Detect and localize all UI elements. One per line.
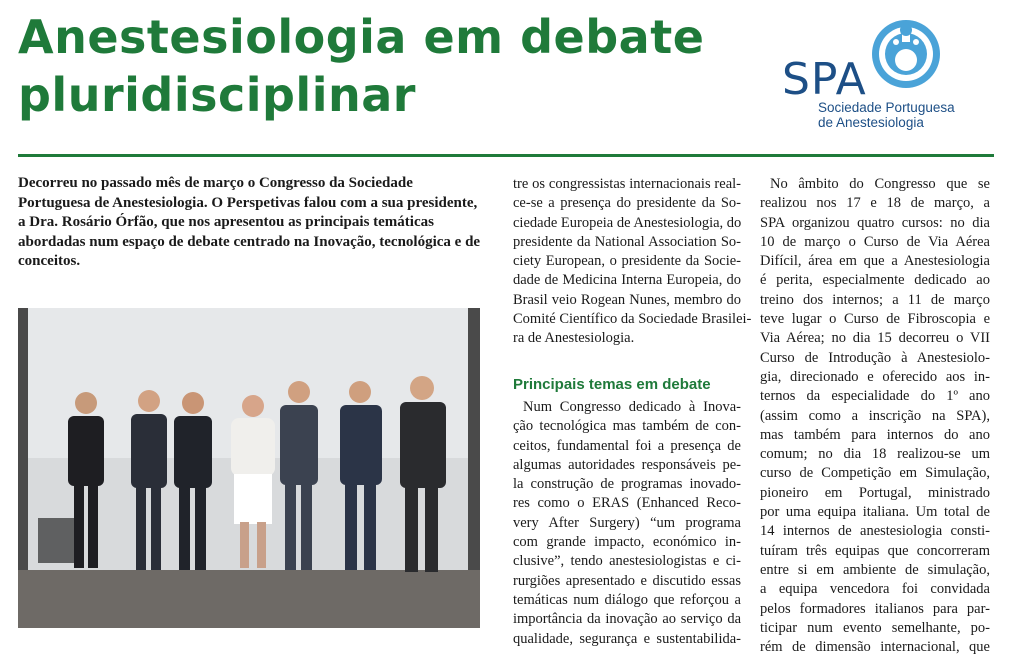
text-line: ção tecnológica mas também de con- xyxy=(513,418,741,435)
text-line: ticipar num evento semelhante, po- xyxy=(760,619,990,636)
logo-society-name xyxy=(818,100,955,130)
text-line: Brasil veio Rogean Nunes, membro do xyxy=(513,291,741,308)
text-line: ternos da especialidade do 1º ano xyxy=(760,388,990,405)
text-line: qualidade, segurança e sustentabilida- xyxy=(513,630,741,647)
text-line: gia, direcionado e oferecido aos in- xyxy=(760,368,990,385)
text-line: entre si em ambiente de simulação, xyxy=(760,561,990,578)
text-line: ra de Anestesiologia. xyxy=(513,330,635,347)
text-line: Difícil, área em que a Anestesiologia xyxy=(760,253,990,270)
text-line: tre os congressistas internacionais real- xyxy=(513,176,741,192)
text-line: ciedade Europeia de Anestesiologia, do xyxy=(513,214,742,231)
text-line: pelos formadores italianos para par- xyxy=(760,600,990,617)
logo-name-line-2: de Anestesiologia xyxy=(818,115,924,130)
text-line: (assim como a inscrição na SPA), xyxy=(760,407,990,424)
text-line: la construção de programas inovado- xyxy=(513,476,741,493)
article-lede: Decorreu no passado mês de março o Congresso da Sociedade Portuguesa de Anestesiologia. O Perspetivas falou com a sua presidente, a Dra. Rosário Órfão, que nos apresentou as principais temáticas abordadas num espaço de debate centrado na Inovação, tecnológica e de conceitos. xyxy=(18,175,481,269)
article-title-line-2: pluridisciplinar xyxy=(18,68,416,122)
group-photo-illustration xyxy=(18,308,480,628)
text-line: SPA organizou quatro cursos: no dia xyxy=(760,214,990,231)
column-3-text xyxy=(760,175,990,657)
group-photo xyxy=(18,308,480,628)
text-line: Num Congresso dedicado à Inova- xyxy=(523,399,741,415)
section-heading: Principais temas em debate xyxy=(513,376,711,393)
text-line: tuíram três equipas que concorreram xyxy=(760,542,990,559)
text-line: very After Surgery) “um programa xyxy=(513,514,741,531)
text-line: res como o ERAS (Enhanced Reco- xyxy=(513,495,741,512)
text-line: rém de dimensão internacional, que xyxy=(760,639,990,656)
text-line: temáticas num diálogo que reforçou a xyxy=(513,591,741,608)
text-line: No âmbito do Congresso que se xyxy=(770,176,990,192)
text-line: algumas autoridades responsáveis pe- xyxy=(513,456,741,473)
text-line: Curso de Introdução à Anestesiolo- xyxy=(760,349,990,366)
text-line: realizou nos 17 e 18 de março, a xyxy=(760,195,990,212)
text-line: dade de Medicina Interna Europeia, do xyxy=(513,272,741,289)
text-line: ce-se a presença do presidente da So- xyxy=(513,195,741,212)
text-line: teve lugar o Curso de Fibroscopia e xyxy=(760,311,990,328)
text-line: com grande impacto, económico in- xyxy=(513,534,741,551)
text-line: pioneiro em Portugal, ministrado xyxy=(760,484,990,501)
text-line: curso de Competição em Simulação, xyxy=(760,465,990,482)
text-line: clusive”, tendo anestesiologistas e ci- xyxy=(513,553,741,570)
text-line: Comité Científico da Sociedade Brasilei- xyxy=(513,311,752,328)
text-line: por uma equipa italiana. Um total de xyxy=(760,504,990,521)
text-line: rurgiões apresentado e discutido essas xyxy=(513,572,741,589)
header-divider xyxy=(18,154,994,157)
column-2-text xyxy=(513,175,752,349)
text-line: treino dos internos; a 11 de março xyxy=(760,291,990,308)
article-title xyxy=(18,8,758,124)
text-line: é perita, especialmente dedicado ao xyxy=(760,272,990,289)
text-line: Via Aérea; no dia 15 decorreu o VII xyxy=(760,330,990,347)
logo-name-line-1: Sociedade Portuguesa xyxy=(818,100,955,115)
text-line: comum; no dia 18 realizou-se um xyxy=(760,446,990,463)
column-2b-text xyxy=(513,398,741,649)
logo-acronym: SPA xyxy=(782,54,867,105)
text-line: 14 internos de anestesiologia consti- xyxy=(760,523,990,540)
article-title-line-1: Anestesiologia em debate xyxy=(18,10,705,64)
text-line: ceitos, fundamental foi a presença de xyxy=(513,437,741,454)
text-line: a equipa vencedora foi convidada xyxy=(760,581,990,598)
spa-logo xyxy=(778,14,978,134)
text-line: ciety European, o presidente da Socie- xyxy=(513,253,741,270)
text-line: mas também para internos do ano xyxy=(760,426,990,443)
text-line: importância da inovação ao serviço da xyxy=(513,611,741,628)
text-line: 10 de março o Curso de Via Aérea xyxy=(760,233,990,250)
text-line: presidente da National Association So- xyxy=(513,233,741,250)
